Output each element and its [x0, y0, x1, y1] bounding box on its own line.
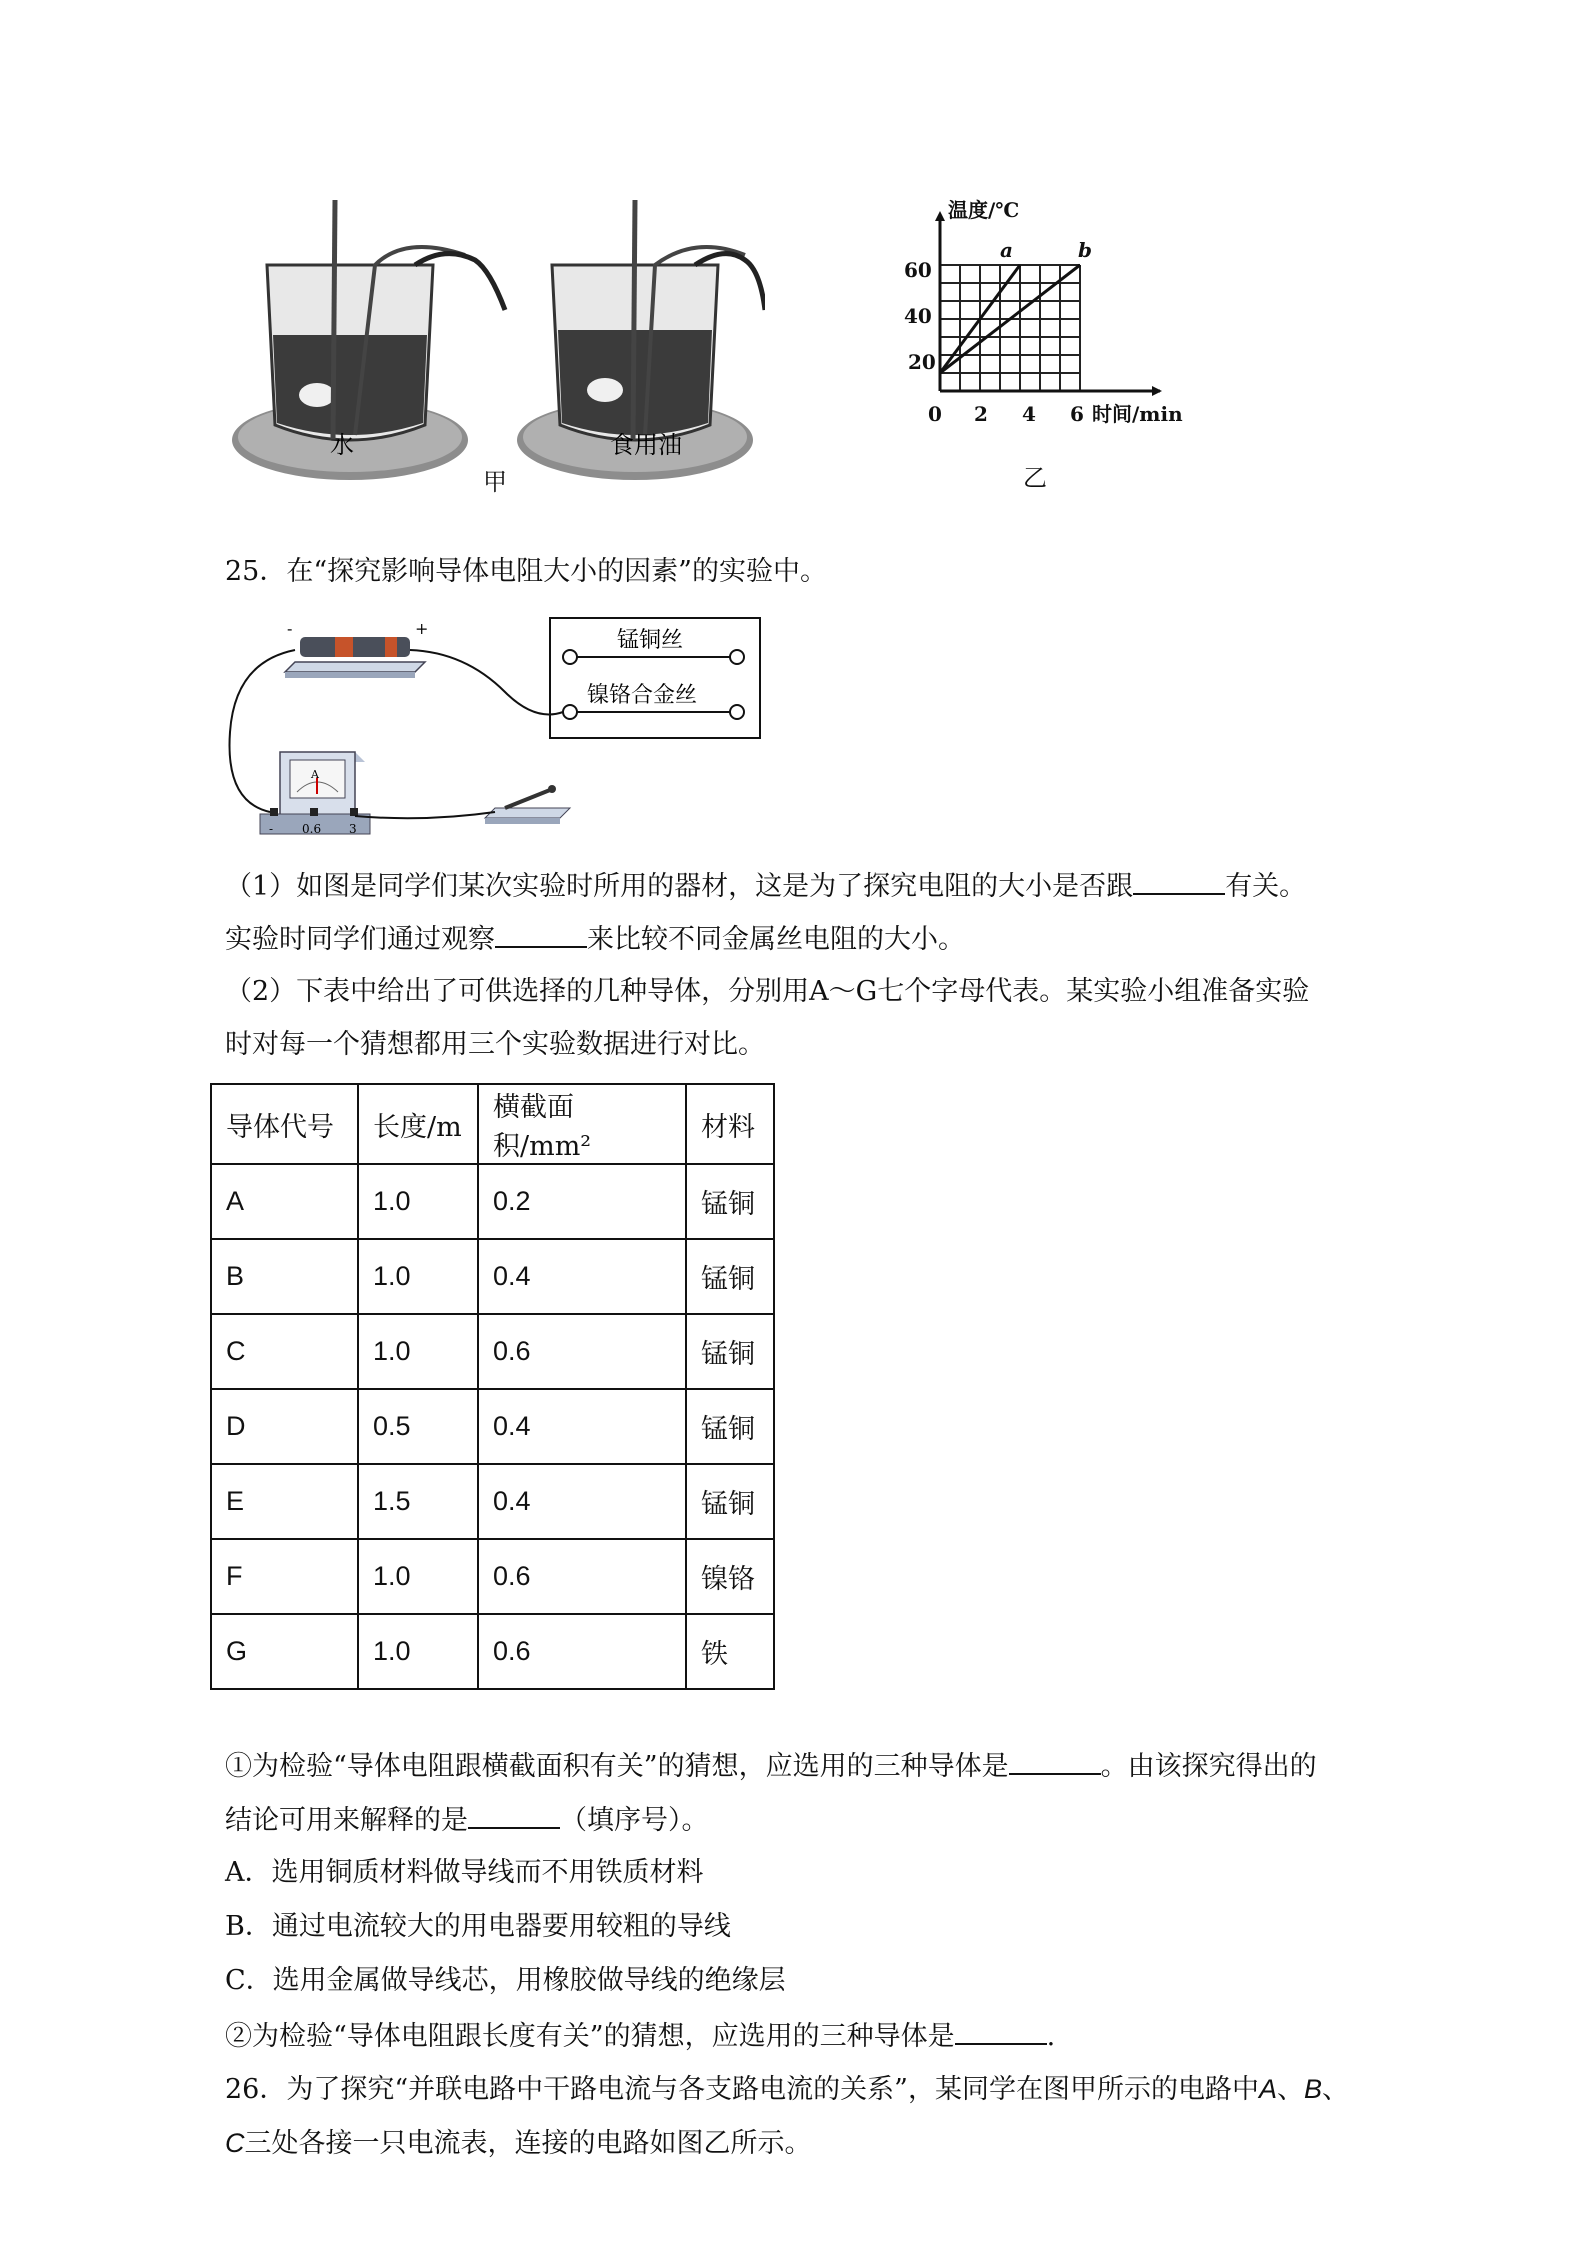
x-tick-2: 2 [974, 402, 988, 426]
ammeter-terminal-3: 3 [349, 822, 357, 836]
beaker2-label: 食用油 [610, 431, 682, 459]
circuit-diagram [225, 612, 765, 847]
table-row: B 1.0 0.4 锰铜 [211, 1239, 774, 1314]
x-tick-4: 4 [1022, 402, 1036, 426]
line-a-label: a [1000, 238, 1013, 262]
beaker-water-image [232, 200, 505, 480]
table-header: 横截面积/mm² [478, 1084, 686, 1164]
q25-c2-line: ②为检验“导体电阻跟长度有关”的猜想，应选用的三种导体是 . [225, 2015, 1055, 2057]
answer-blank-2[interactable] [495, 918, 587, 948]
graph-origin: 0 [928, 402, 942, 426]
battery-positive: + [415, 619, 429, 638]
q25-p1-line2: 实验时同学们通过观察 来比较不同金属丝电阻的大小。 [225, 918, 965, 960]
q25-stem: 25．在“探究影响导体电阻大小的因素”的实验中。 [225, 556, 827, 587]
answer-blank-4[interactable] [468, 1799, 560, 1829]
conductor-table [210, 1083, 775, 1690]
figure-caption-jia: 甲 [483, 468, 507, 496]
answer-blank-3[interactable] [1009, 1745, 1101, 1775]
y-tick-40: 40 [904, 304, 932, 328]
beaker-figure [225, 195, 765, 485]
beaker1-label: 水 [330, 431, 354, 459]
q26-line2: C三处各接一只电流表，连接的电路如图乙所示。 [225, 2128, 812, 2159]
table-row: A 1.0 0.2 锰铜 [211, 1164, 774, 1239]
y-tick-60: 60 [904, 258, 932, 282]
table-row: G 1.0 0.6 铁 [211, 1614, 774, 1689]
graph-y-title: 温度/℃ [948, 198, 1020, 222]
q25-c1-line1: ①为检验“导体电阻跟横截面积有关”的猜想，应选用的三种导体是 。由该探究得出的 [225, 1745, 1317, 1787]
q25-p2-line1: （2）下表中给出了可供选择的几种导体，分别用A～G七个字母代表。某实验小组准备实验 [225, 976, 1310, 1007]
table-row: E 1.5 0.4 锰铜 [211, 1464, 774, 1539]
figure-caption-yi: 乙 [1023, 464, 1047, 492]
x-tick-6: 6 [1070, 402, 1084, 426]
q26-line1: 26．为了探究“并联电路中干路电流与各支路电流的关系”，某同学在图甲所示的电路中A、B、 [225, 2074, 1349, 2105]
answer-blank-5[interactable] [955, 2015, 1047, 2045]
battery-negative: - [287, 619, 293, 638]
option-c: C．选用金属做导线芯，用橡胶做导线的绝缘层 [225, 1965, 786, 1996]
table-row: C 1.0 0.6 锰铜 [211, 1314, 774, 1389]
y-tick-20: 20 [908, 350, 936, 374]
table-row: D 0.5 0.4 锰铜 [211, 1389, 774, 1464]
option-a: A．选用铜质材料做导线而不用铁质材料 [225, 1857, 704, 1888]
table-header: 长度/m [358, 1084, 478, 1164]
answer-blank-1[interactable] [1133, 865, 1225, 895]
table-row: F 1.0 0.6 镍铬 [211, 1539, 774, 1614]
q25-c1-line2: 结论可用来解释的是 （填序号）。 [225, 1799, 709, 1841]
table-header: 导体代号 [211, 1084, 358, 1164]
wire-manganin-label: 锰铜丝 [617, 628, 684, 653]
temperature-graph [900, 195, 1230, 455]
ammeter-letter: A [311, 768, 319, 781]
line-b-label: b [1078, 238, 1092, 262]
graph-x-title: 时间/min [1092, 402, 1183, 426]
option-b: B．通过电流较大的用电器要用较粗的导线 [225, 1911, 731, 1942]
table-header-row [211, 1084, 774, 1164]
q25-p2-line2: 时对每一个猜想都用三个实验数据进行对比。 [225, 1029, 765, 1060]
wire-nichrome-label: 镍铬合金丝 [587, 683, 698, 708]
ammeter-terminal-neg: - [269, 822, 274, 836]
q25-p1-line1: （1）如图是同学们某次实验时所用的器材，这是为了探究电阻的大小是否跟 有关。 [225, 865, 1306, 907]
table-header: 材料 [686, 1084, 774, 1164]
ammeter-terminal-06: 0.6 [302, 822, 322, 836]
